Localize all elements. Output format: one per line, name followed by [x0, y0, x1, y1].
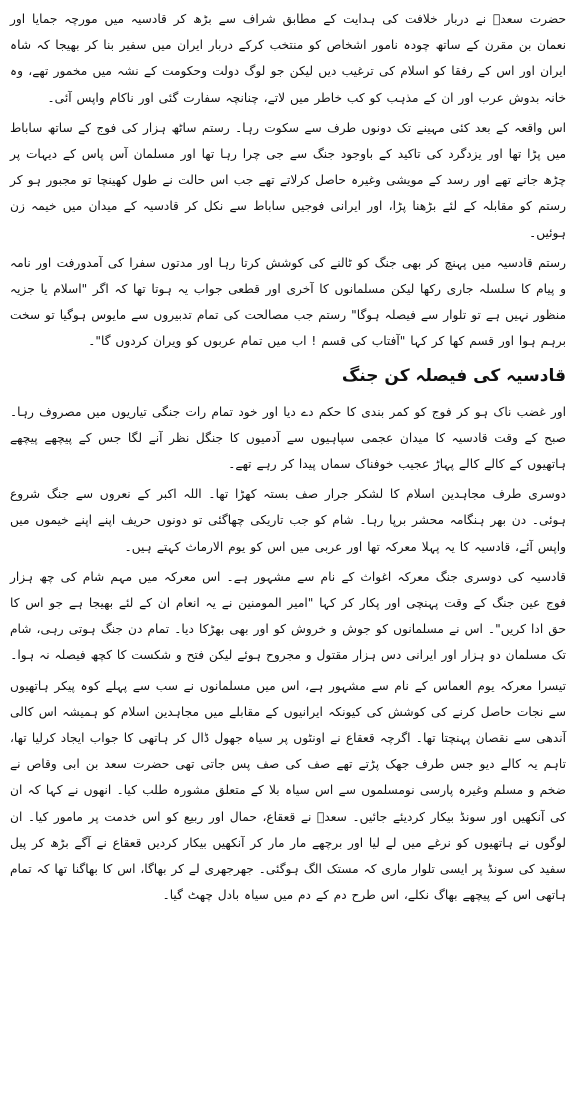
paragraph-second-battle: قادسیہ کی دوسری جنگ معرکہ اغواث کے نام سے مشہور ہے۔ اس معرکہ میں مہم شام کی چھ ہزار فوج عین جنگ کے وقت پہنچی اور پکار کر کہا "امیر المومنین نے یہ انعام ان کے لئے بھیجا ہے جو اس کا حق ادا کریں"۔ اس نے مسلمانوں کو جوش و خروش کو اور بھی بھڑکا دیا۔ تمام دن جنگ ہوتی رہی، شام تک مسلمان دو ہزار اور ایرانی دس ہزار مقتول و مجروح ہوئے لیکن فتح و شکست کا کچھ فیصلہ نہ ہوا۔ — [10, 569, 566, 663]
paragraph-embassy: حضرت سعدؓ نے دربار خلافت کی ہدایت کے مطابق شراف سے بڑھ کر قادسیہ میں مورچہ جمایا اور نعمان بن مقرن کے ساتھ چودہ نامور اشخاص کو منتخب کرکے دربار ایران میں سفیر بنا کر بھیجا کہ شاہ ایران اور اس کے رفقا کو اسلام کی ترغیب دیں لیکن جو لوگ دولت وحکومت کے نشہ میں مخمور تھے، وہ خانہ بدوش عرب اور ان کے مذہب کو کب خاطر میں لاتے، چنانچہ سفارت گئی اور ناکام واپس آئی۔ — [10, 12, 566, 105]
paragraph-rustam-qadisiyyah: رستم قادسیہ میں پہنچ کر بھی جنگ کو ٹالنے کی کوشش کرتا رہا اور مدتوں سفرا کی آمدورفت اور نامہ و پیام کا سلسلہ جاری رکھا لیکن مسلمانوں کا آخری اور قطعی جواب یہ ہوتا تھا کہ اگر "اسلام یا جزیہ منظور نہیں ہے تو تلوار سے فیصلہ ہوگا" رستم جب مصالحت کی تمام تدبیروں سے مایوس ہوگیا تو سخت برہم ہوا اور قسم کھا کر کہا "آفتاب کی قسم ! اب میں تمام عربوں کو ویران کردوں گا"۔ — [10, 255, 566, 349]
paragraph-third-battle: تیسرا معرکہ یوم العماس کے نام سے مشہور ہے، اس میں مسلمانوں نے سب سے پہلے کوہ پیکر ہاتھیوں سے نجات حاصل کرنے کی کوشش کی کیونکہ ایرانیوں کے مقابلے میں مجاہدین اسلام کو ہمیشہ اس کالی آندھی سے نقصان پہنچتا تھا۔ اگرچہ قعقاع نے اونٹوں پر سیاہ جھول ڈال کر ہاتھی کا جواب ایجاد کرلیا تھا، تاہم یہ کالے دیو جس طرف جھک پڑتے تھے صف کی صف پس جاتی تھی حضرت سعد بن ابی وقاص نے ضخم و مسلم وغیرہ پارسی نومسلموں سے اس سیاہ بلا کے متعلق مشورہ طلب کیا۔ انھوں نے کہا کہ ان کی آنکھیں اور سونڈ بیکار کردیئے جائیں۔ سعدؓ نے قعقاع، حمال اور ربیع کو اس خدمت پر مامور کیا۔ ان لوگوں نے ہاتھیوں کو نرغے میں لے لیا اور برچھے مار مار کر آنکھیں بیکار کردیں قعقاع نے آگے بڑھ کر پیل سفید کی سونڈ پر ایسی تلوار ماری کہ مستک الگ ہوگئی۔ جھرجھری لے کر بھاگا، اس کا بھاگنا تھا کہ تمام ہاتھی اس کے پیچھے بھاگ نکلے، اس طرح دم کے دم میں سیاہ بادل چھٹ گیا۔ — [10, 678, 566, 903]
paragraph-first-battle: دوسری طرف مجاہدین اسلام کا لشکر جرار صف بستہ کھڑا تھا۔ اللہ اکبر کے نعروں سے جنگ شروع ہوئی۔ دن بھر ہنگامہ محشر برپا رہا۔ شام کو جب تاریکی چھاگئی تو دونوں حریف اپنے اپنے خیموں میں واپس آئے، قادسیہ کا یہ پہلا معرکہ تھا اور عربی میں اس کو یوم الارماث کہتے ہیں۔ — [10, 487, 566, 554]
paragraph-preparation: اور غضب ناک ہو کر فوج کو کمر بندی کا حکم دے دیا اور خود تمام رات جنگی تیاریوں میں مصروف رہا۔ صبح کے وقت قادسیہ کا میدان عجمی سپاہیوں سے آدمیوں کا جنگل نظر آنے لگا جس کے پیچھے پیچھے ہاتھیوں کے کالے کالے پہاڑ عجیب خوفناک سماں پیدا کر رہے تھے۔ — [10, 404, 566, 472]
section-heading: قادسیہ کی فیصلہ کن جنگ — [341, 365, 566, 386]
paragraph-rustam-sabat: اس واقعہ کے بعد کئی مہینے تک دونوں طرف سے سکوت رہا۔ رستم ساٹھ ہزار کی فوج کے ساتھ ساباط میں پڑا تھا اور یزدگرد کی تاکید کے باوجود جنگ سے جی چرا رہا تھا اور مسلمان آس پاس کے دیہات پر چڑھ جاتے تھے اور رسد کے مویشی وغیرہ حاصل کرلاتے تھے جب اس حالت نے طول کھینچا تو مجبور ہو کر رستم کو مقابلہ کے لئے بڑھنا پڑا، اور ایرانی فوجیں ساباط سے نکل کر قادسیہ کے میدان میں خیمہ زن ہوئیں۔ — [10, 120, 566, 240]
